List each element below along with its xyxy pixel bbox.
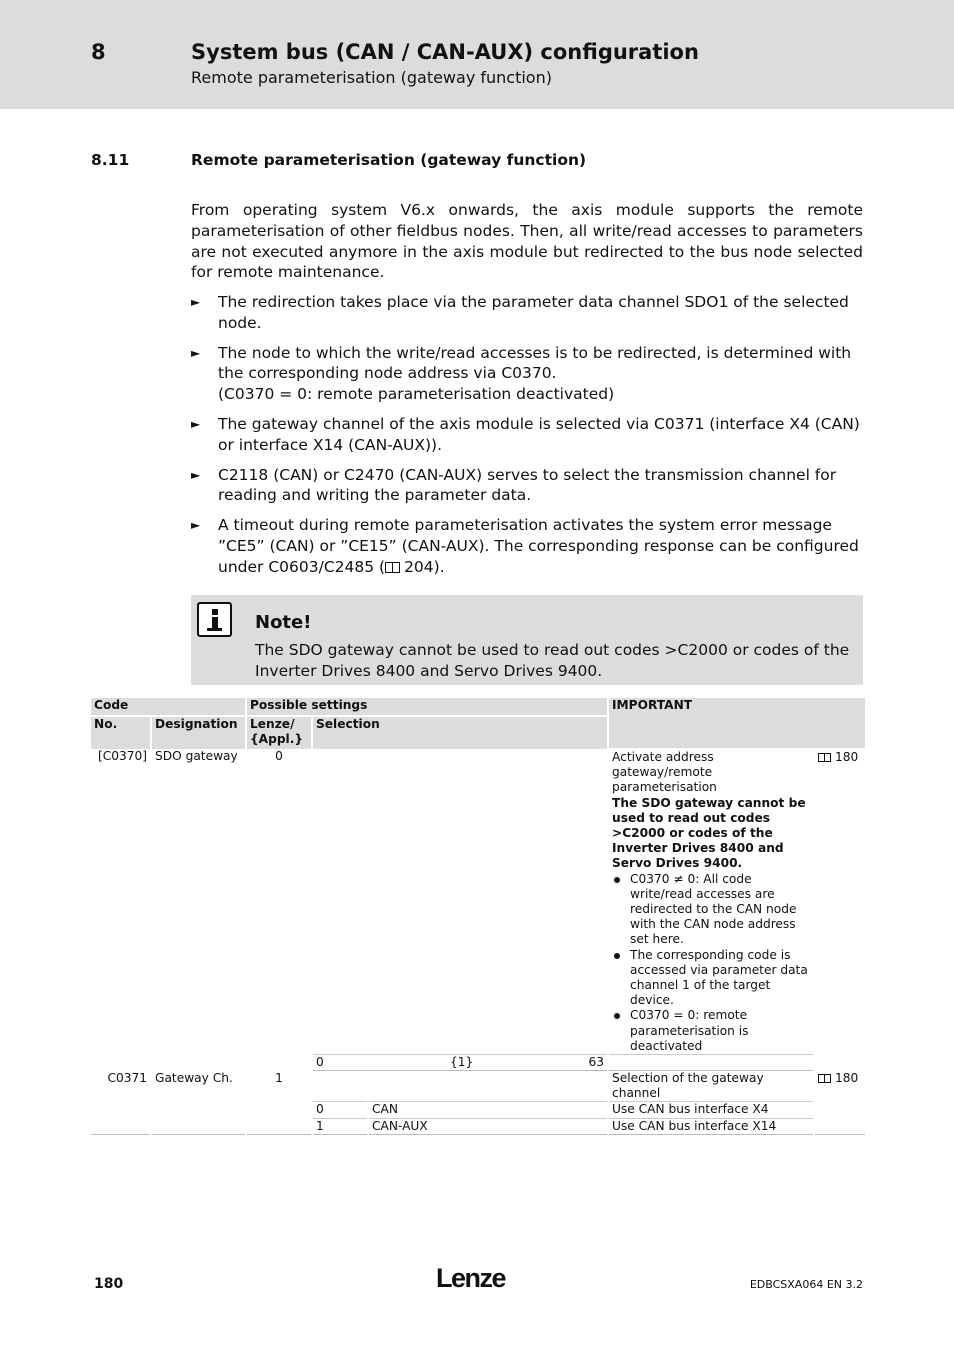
important-c0371: Selection of the gateway channel (608, 1071, 814, 1102)
list-item (191, 292, 863, 334)
range-c0370: 0 {1} 63 (312, 1055, 608, 1071)
page-reference-link[interactable]: 204 (404, 557, 434, 576)
note-title: Note! (255, 612, 312, 633)
note-text: The SDO gateway cannot be used to read out codes >C2000 or codes of the Inverter Drives 8400 and Servo Drives 9400. (255, 641, 850, 680)
bullet-text: The node to which the write/read accesses is to be redirected, is determined with the corresponding node address via C0370. (218, 343, 852, 383)
arrow-right-icon: ► (191, 295, 201, 309)
page-ref-c0371[interactable]: 180 (814, 1071, 865, 1135)
designation-c0370: SDO gateway (151, 749, 246, 1071)
bullet-text: The redirection takes place via the parameter data channel SDO1 of the selected node. (218, 293, 849, 332)
bullet-text-end: ). (433, 557, 445, 576)
option-label: CAN-AUX (368, 1118, 608, 1134)
table-row (91, 1071, 865, 1102)
bullet-list (191, 292, 863, 587)
page-number: 180 (94, 1276, 124, 1292)
table-header-row (91, 698, 865, 716)
option-value: 0 (312, 1102, 368, 1118)
book-icon (818, 1074, 831, 1083)
document-id: EDBCSXA064 EN 3.2 (749, 1278, 863, 1291)
header-possible-settings: Possible settings (246, 698, 608, 716)
header-important: IMPORTANT (608, 698, 865, 749)
arrow-right-icon: ► (191, 467, 201, 482)
chapter-number: 8 (91, 40, 106, 64)
lenze-logo: Lenze (436, 1263, 506, 1293)
range-important-empty (608, 1055, 814, 1071)
header-no: No. (91, 716, 151, 749)
lenze-default-c0371: 1 (246, 1071, 312, 1135)
selection-empty (312, 749, 608, 1055)
page-header (0, 0, 954, 109)
info-icon (197, 602, 232, 637)
section-number: 8.11 (91, 151, 130, 169)
note-box (191, 595, 863, 685)
intro-paragraph: From operating system V6.x onwards, the axis module supports the remote parameterisation of other fieldbus nodes. Then, all write/read accesses to parameters are not executed anymore in the axis module but redirected to the bus node selected for remote maintenance. (191, 201, 863, 282)
option-label: CAN (368, 1102, 608, 1118)
page-ref-c0370[interactable]: 180 (814, 749, 865, 1071)
bullet-text: C2118 (CAN) or C2470 (CAN-AUX) serves to select the transmission channel for reading and writing the parameter data. (218, 465, 837, 505)
list-item (191, 465, 863, 507)
header-code: Code (91, 698, 246, 716)
header-lenze: Lenze/ {Appl.} (246, 716, 312, 749)
chapter-title: System bus (CAN / CAN-AUX) configuration (191, 40, 699, 64)
designation-c0371: Gateway Ch. (151, 1071, 246, 1135)
parameter-table (91, 698, 865, 1135)
book-icon (818, 753, 831, 762)
important-bullet-list (612, 872, 810, 1054)
list-item (191, 515, 863, 577)
list-item: C0370 ≠ 0: All code write/read accesses are redirected to the CAN node with the CAN node address set here. (612, 872, 810, 948)
lenze-default-c0370: 0 (246, 749, 312, 1071)
bullet-text: The gateway channel of the axis module is selected via C0371 (interface X4 (CAN) or interface X14 (CAN-AUX)). (218, 414, 860, 454)
code-no-c0371: C0371 (91, 1071, 151, 1135)
section-title: Remote parameterisation (gateway function) (191, 151, 587, 169)
code-no-c0370: [C0370] (91, 749, 151, 1071)
option-value: 1 (312, 1118, 368, 1134)
chapter-subtitle: Remote parameterisation (gateway function) (191, 68, 552, 87)
arrow-right-icon: ► (191, 518, 201, 533)
option-description: Use CAN bus interface X14 (608, 1118, 814, 1134)
header-designation: Designation (151, 716, 246, 749)
list-item: The corresponding code is accessed via parameter data channel 1 of the target device. (612, 948, 810, 1009)
bullet-text-note: (C0370 = 0: remote parameterisation deactivated) (218, 385, 615, 404)
list-item (191, 343, 863, 405)
header-selection: Selection (312, 716, 608, 749)
option-description: Use CAN bus interface X4 (608, 1102, 814, 1118)
table-row (91, 749, 865, 1055)
arrow-right-icon: ► (191, 345, 201, 360)
selection-empty (312, 1071, 608, 1102)
list-item: C0370 = 0: remote parameterisation is deactivated (612, 1008, 810, 1054)
bullet-text: A timeout during remote parameterisation activates the system error message ”CE5” (CAN) or ”CE15” (CAN-AUX). The corresponding response can be configured under C0603/C2485 ( (218, 516, 859, 576)
book-icon (385, 562, 400, 573)
important-c0370: Activate address gateway/remote parameterisation The SDO gateway cannot be used to read out codes >C2000 or codes of the Inverter Drives 8400 and Servo Drives 9400. C0370 ≠ 0: All code write/read accesses are redirected to the CAN node with the CAN node address set here. The corresponding code is accessed via parameter data channel 1 of the target device. C0370 = 0: remote parameterisation is deactivated (608, 749, 814, 1055)
arrow-right-icon: ► (191, 416, 201, 431)
list-item (191, 414, 863, 456)
